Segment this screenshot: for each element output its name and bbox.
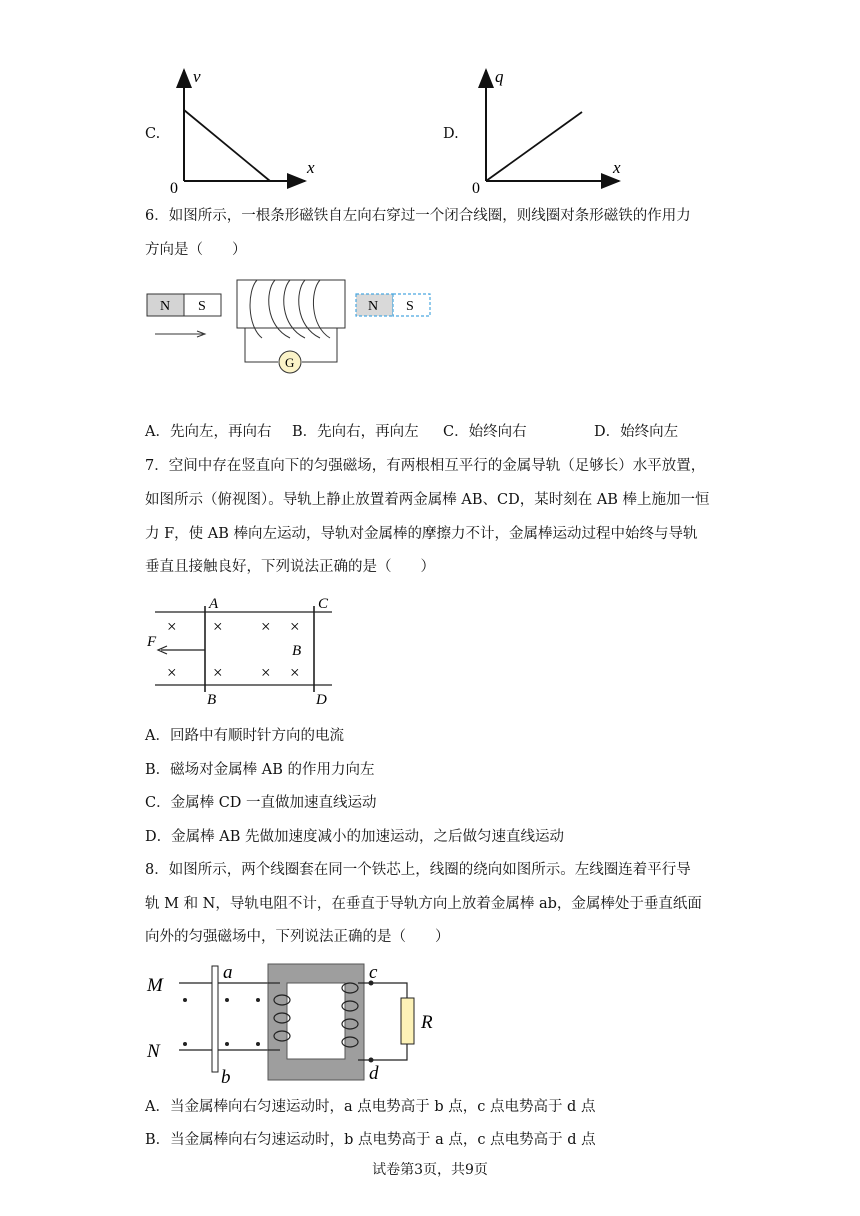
svg-text:a: a xyxy=(223,962,233,983)
q5-option-c-graph xyxy=(160,62,320,197)
q8-option-b[interactable]: B．当金属棒向右匀速运动时，b 点电势高于 a 点，c 点电势高于 d 点 xyxy=(145,1132,596,1148)
svg-text:B: B xyxy=(207,692,217,708)
q7-figure xyxy=(145,592,345,710)
q7-option-b[interactable]: B．磁场对金属棒 AB 的作用力向左 xyxy=(145,762,375,778)
q6-option-d[interactable]: D．始终向左 xyxy=(594,424,679,440)
q7-stem-line3: 力 F，使 AB 棒向左运动，导轨对金属棒的摩擦力不计，金属棒运动过程中始终与导轨 xyxy=(145,526,698,542)
svg-text:×: × xyxy=(261,617,271,636)
q7-stem-line2: 如图所示（俯视图）。导轨上静止放置着两金属棒 AB、CD，某时刻在 AB 棒上施加一恒 xyxy=(145,492,710,508)
svg-text:c: c xyxy=(369,962,378,983)
q6-figure xyxy=(145,276,445,376)
svg-text:R: R xyxy=(421,1012,433,1033)
svg-text:×: × xyxy=(213,617,223,636)
q7-stem-line4: 垂直且接触良好，下列说法正确的是（ ） xyxy=(145,559,435,575)
q5-option-d-graph xyxy=(462,62,632,197)
q7-option-d[interactable]: D．金属棒 AB 先做加速度减小的加速运动，之后做匀速直线运动 xyxy=(145,829,564,845)
resistor-r xyxy=(401,998,414,1044)
q8-stem-line3: 向外的匀强磁场中，下列说法正确的是（ ） xyxy=(145,929,450,945)
svg-text:×: × xyxy=(290,663,300,682)
svg-text:S: S xyxy=(198,299,206,314)
svg-text:×: × xyxy=(167,663,177,682)
x-axis-label: x xyxy=(613,158,621,177)
svg-text:N: N xyxy=(147,1041,160,1062)
x-axis-label: x xyxy=(307,158,315,177)
q6-option-a[interactable]: A．先向左，再向右 xyxy=(145,424,272,440)
origin-label: 0 xyxy=(170,180,178,197)
q5-option-c-label: C. xyxy=(145,126,161,142)
svg-text:G: G xyxy=(285,355,295,370)
q6-option-b[interactable]: B．先向右，再向左 xyxy=(292,424,419,440)
svg-text:×: × xyxy=(290,617,300,636)
svg-text:×: × xyxy=(261,663,271,682)
svg-text:b: b xyxy=(221,1067,231,1086)
svg-text:F: F xyxy=(147,634,157,650)
svg-text:×: × xyxy=(213,663,223,682)
svg-text:A: A xyxy=(209,596,219,612)
graph-line xyxy=(486,112,582,181)
node-d xyxy=(369,1058,374,1063)
page-footer: 试卷第3页，共9页 xyxy=(372,1162,488,1178)
graph-line xyxy=(184,110,270,181)
field-dots xyxy=(183,998,260,1046)
q8-stem-line1: 8．如图所示，两个线圈套在同一个铁芯上，线圈的绕向如图所示。左线圈连着平行导 xyxy=(145,862,691,878)
svg-text:C: C xyxy=(318,596,329,612)
q8-option-a[interactable]: A．当金属棒向右匀速运动时，a 点电势高于 b 点，c 点电势高于 d 点 xyxy=(145,1099,596,1115)
q8-stem-line2: 轨 M 和 N，导轨电阻不计，在垂直于导轨方向上放着金属棒 ab，金属棒处于垂直纸面 xyxy=(145,896,702,912)
q7-option-c[interactable]: C．金属棒 CD 一直做加速直线运动 xyxy=(145,795,377,811)
q8-figure xyxy=(145,958,445,1086)
q5-option-d-label: D. xyxy=(443,126,459,142)
q7-stem-line1: 7．空间中存在竖直向下的匀强磁场，有两根相互平行的金属导轨（足够长）水平放置， xyxy=(145,458,706,474)
q7-option-a[interactable]: A．回路中有顺时针方向的电流 xyxy=(145,728,344,744)
svg-text:N: N xyxy=(368,299,379,314)
v-axis-label: v xyxy=(193,67,201,86)
q6-stem-line2: 方向是（ ） xyxy=(145,242,247,258)
svg-text:B: B xyxy=(292,643,302,659)
svg-text:N: N xyxy=(160,299,171,314)
q6-stem-line1: 6．如图所示，一根条形磁铁自左向右穿过一个闭合线圈，则线圈对条形磁铁的作用力 xyxy=(145,208,691,224)
svg-text:D: D xyxy=(316,692,327,708)
q6-option-c[interactable]: C．始终向右 xyxy=(443,424,527,440)
svg-text:M: M xyxy=(147,975,163,996)
svg-text:d: d xyxy=(369,1063,379,1084)
origin-label: 0 xyxy=(472,180,480,197)
svg-text:S: S xyxy=(406,299,414,314)
q-axis-label: q xyxy=(495,67,504,86)
rod-ab xyxy=(212,966,218,1072)
svg-text:×: × xyxy=(167,617,177,636)
